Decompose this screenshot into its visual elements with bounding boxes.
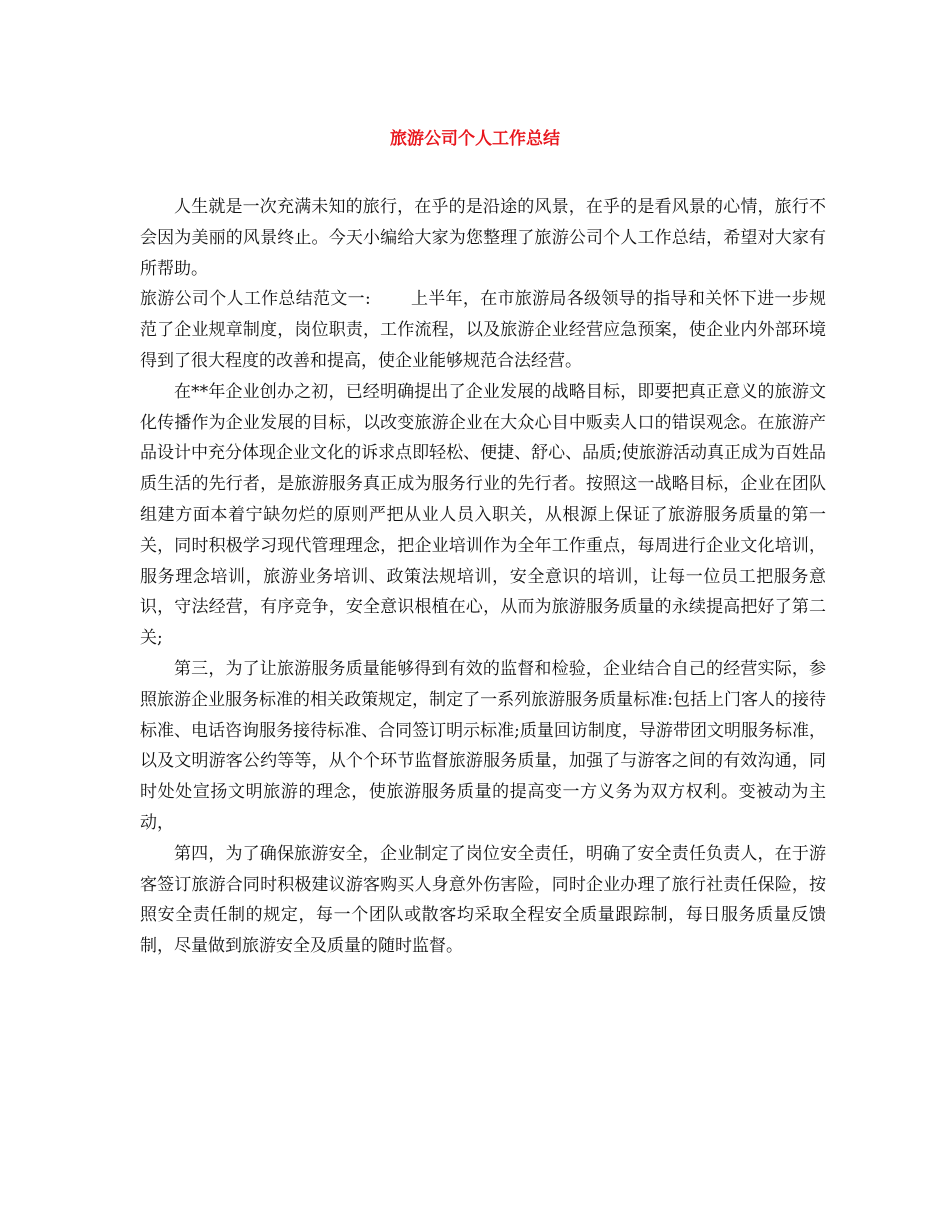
section-one-text: 上半年，在市旅游局各级领导的指导和关怀下进一步规范了企业规章制度，岗位职责，工作流程，以及旅游企业经营应急预案，使企业内外部环境得到了很大程度的改善和提高，使企业能够规范合法经营。 xyxy=(140,289,826,371)
document-body xyxy=(140,192,826,962)
section-lead: 旅游公司个人工作总结范文一: xyxy=(140,289,371,310)
intro-paragraph: 人生就是一次充满未知的旅行，在乎的是沿途的风景，在乎的是看风景的心情，旅行不会因为美丽的风景终止。今天小编给大家为您整理了旅游公司个人工作总结，希望对大家有所帮助。 xyxy=(140,197,826,279)
strategy-paragraph: 在**年企业创办之初，已经明确提出了企业发展的战略目标，即要把真正意义的旅游文化传播作为企业发展的目标，以改变旅游企业在大众心目中贩卖人口的错误观念。在旅游产品设计中充分体现企业文化的诉求点即轻松、便捷、舒心、品质;使旅游活动真正成为百姓品质生活的先行者，是旅游服务真正成为服务行业的先行者。按照这一战略目标，企业在团队组建方面本着宁缺勿烂的原则严把从业人员入职关，从根源上保证了旅游服务质量的第一关，同时积极学习现代管理理念，把企业培训作为全年工作重点，每周进行企业文化培训，服务理念培训，旅游业务培训、政策法规培训，安全意识的培训，让每一位员工把服务意识，守法经营，有序竞争，安全意识根植在心，从而为旅游服务质量的永续提高把好了第二关; xyxy=(140,381,826,649)
document-title: 旅游公司个人工作总结 xyxy=(390,129,560,149)
fourth-point-paragraph: 第四，为了确保旅游安全，企业制定了岗位安全责任，明确了安全责任负责人，在于游客签订旅游合同时积极建议游客购买人身意外伤害险，同时企业办理了旅行社责任保险，按照安全责任制的规定，每一个团队或散客均采取全程安全质量跟踪制，每日服务质量反馈制，尽量做到旅游安全及质量的随时监督。 xyxy=(140,843,826,957)
section-one-paragraph xyxy=(140,284,826,376)
third-point-paragraph: 第三，为了让旅游服务质量能够得到有效的监督和检验，企业结合自己的经营实际，参照旅游企业服务标准的相关政策规定，制定了一系列旅游服务质量标准:包括上门客人的接待标准、电话咨询服务接待标准、合同签订明示标准;质量回访制度，导游带团文明服务标准，以及文明游客公约等等，从个个环节监督旅游服务质量，加强了与游客之间的有效沟通，同时处处宣扬文明旅游的理念，使旅游服务质量的提高变一方义务为双方权利。变被动为主动， xyxy=(140,658,826,833)
